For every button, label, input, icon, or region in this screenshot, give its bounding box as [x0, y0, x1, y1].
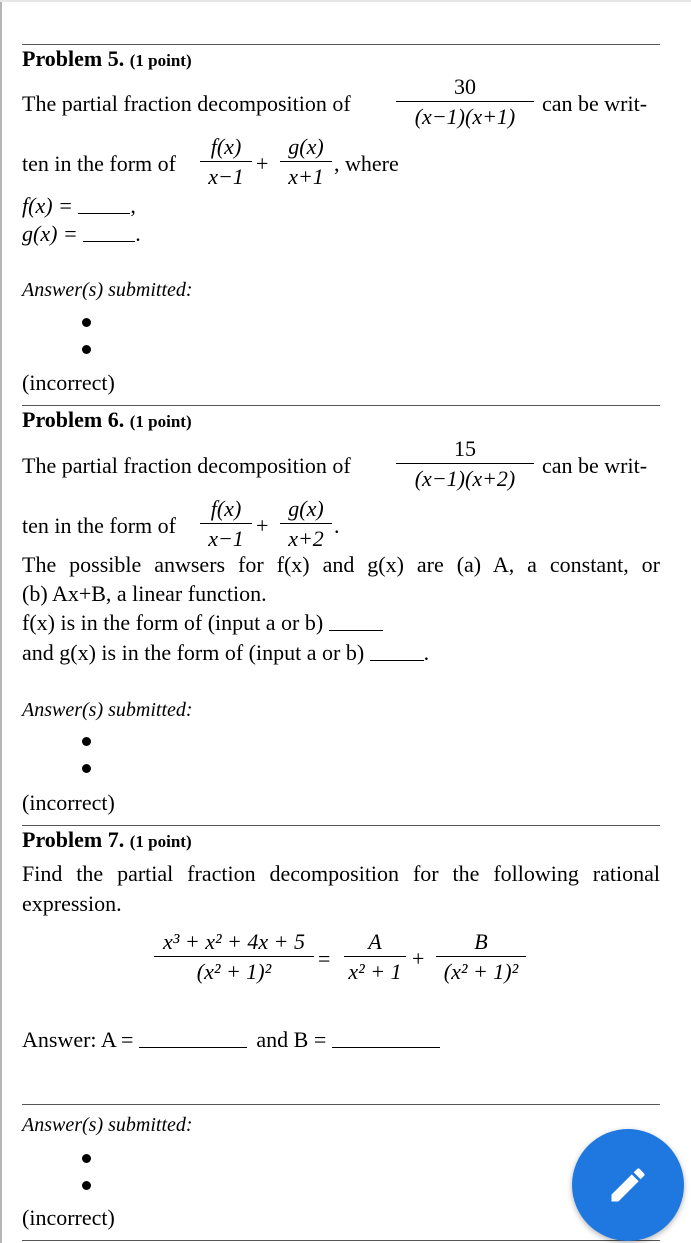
problem-points: (1 point) [129, 51, 192, 70]
question-text: and g(x) is in the form of (input a or b) [22, 640, 365, 665]
answer-line [22, 1029, 440, 1051]
bullet [82, 764, 91, 773]
fraction-denominator: x+1 [288, 164, 324, 189]
fraction-bar [280, 523, 332, 524]
problem-title: Problem 5. [22, 46, 125, 71]
bullet [82, 345, 91, 354]
question-line [22, 612, 383, 634]
fraction-denominator: x−1 [208, 526, 244, 551]
fraction-bar [396, 463, 534, 464]
problem-text: ten in the form of [22, 513, 176, 538]
problem-text: (b) Ax+B, a linear function. [22, 581, 267, 606]
fraction-numerator: 15 [454, 436, 476, 461]
problem-text: The partial fraction decomposition of [22, 453, 351, 478]
problem-7-header [22, 829, 192, 851]
fraction-bar [200, 161, 252, 162]
fraction-bar [200, 523, 252, 524]
answer-label [22, 195, 136, 217]
problem-text: Find the partial fraction decomposition for the following rational [22, 861, 660, 886]
fraction [396, 76, 534, 128]
bullet [82, 737, 91, 746]
bullet [82, 1181, 91, 1190]
fraction-bar [396, 101, 534, 102]
fraction-numerator: A [368, 929, 382, 954]
fraction-denominator: x² + 1 [348, 959, 402, 984]
fraction-bar [344, 956, 406, 957]
fraction-lhs [154, 931, 314, 983]
answer-blank[interactable] [329, 629, 383, 631]
divider [22, 1104, 660, 1105]
fraction-numerator: 30 [454, 74, 476, 99]
answer-b-blank[interactable] [332, 1046, 440, 1048]
problem-text: expression. [22, 891, 122, 916]
problem-text: can be writ- [542, 91, 648, 116]
plus-sign: + [256, 513, 269, 538]
problem-title: Problem 7. [22, 827, 125, 852]
fraction-g [280, 136, 332, 188]
fraction-b [436, 931, 526, 983]
question-text: f(x) is in the form of (input a or b) [22, 610, 324, 635]
plus-sign: + [256, 151, 269, 176]
fraction-denominator: (x² + 1)² [196, 959, 272, 984]
answer-b-label: and B = [256, 1027, 327, 1052]
punct: , [130, 193, 136, 218]
divider [22, 1240, 660, 1241]
problem-text: . [334, 513, 340, 538]
fraction-f [200, 136, 252, 188]
problem-text: , where [334, 151, 399, 176]
answer-a-label: Answer: A = [22, 1027, 134, 1052]
fraction-bar [154, 956, 314, 957]
left-border [0, 0, 2, 1243]
fraction-denominator: x+2 [288, 526, 324, 551]
bullet [82, 318, 91, 327]
punct: . [423, 640, 430, 665]
question-line [22, 642, 429, 664]
fraction-numerator: B [474, 929, 488, 954]
problem-5-header [22, 48, 192, 70]
fraction-denominator: x−1 [208, 164, 244, 189]
status-incorrect: (incorrect) [22, 1205, 115, 1230]
fraction-denominator: (x−1)(x+1) [414, 104, 516, 129]
fraction-bar [280, 161, 332, 162]
status-incorrect: (incorrect) [22, 790, 115, 815]
answer-blank[interactable] [83, 240, 135, 242]
pencil-icon [606, 1163, 650, 1207]
bullet [82, 1154, 91, 1163]
answers-submitted-label: Answer(s) submitted: [22, 1114, 193, 1136]
problem-text: can be writ- [542, 453, 648, 478]
fraction-numerator: g(x) [288, 134, 324, 159]
fx-label: f(x) = [22, 193, 73, 218]
problem-6-header [22, 409, 192, 431]
equals-sign: = [318, 946, 331, 971]
edit-fab-button[interactable] [572, 1129, 684, 1241]
problem-text: The partial fraction decomposition of [22, 91, 351, 116]
answer-blank[interactable] [370, 659, 424, 661]
problem-text: ten in the form of [22, 151, 176, 176]
fraction-numerator: x³ + x² + 4x + 5 [162, 929, 306, 954]
divider [22, 44, 660, 45]
fraction-a [344, 931, 406, 983]
status-incorrect: (incorrect) [22, 370, 115, 395]
punct: . [135, 221, 141, 246]
answers-submitted-label: Answer(s) submitted: [22, 279, 193, 301]
fraction-denominator: (x² + 1)² [443, 959, 519, 984]
fraction-g [280, 498, 332, 550]
fraction-numerator: g(x) [288, 496, 324, 521]
fraction [396, 438, 534, 490]
answer-blank[interactable] [78, 212, 130, 214]
fraction-f [200, 498, 252, 550]
fraction-denominator: (x−1)(x+2) [414, 466, 516, 491]
problem-points: (1 point) [129, 412, 192, 431]
problem-text: The possible anwsers for f(x) and g(x) are (a) A, a constant, or [22, 552, 660, 577]
gx-label: g(x) = [22, 221, 78, 246]
fraction-numerator: f(x) [210, 134, 242, 159]
problem-points: (1 point) [129, 832, 192, 851]
plus-sign: + [412, 946, 425, 971]
problem-title: Problem 6. [22, 407, 125, 432]
divider [22, 405, 660, 406]
answers-submitted-label: Answer(s) submitted: [22, 699, 193, 721]
fraction-numerator: f(x) [210, 496, 242, 521]
answer-a-blank[interactable] [139, 1046, 247, 1048]
fraction-bar [436, 956, 526, 957]
top-border [0, 0, 691, 2]
divider [22, 825, 660, 826]
answer-label [22, 223, 141, 245]
